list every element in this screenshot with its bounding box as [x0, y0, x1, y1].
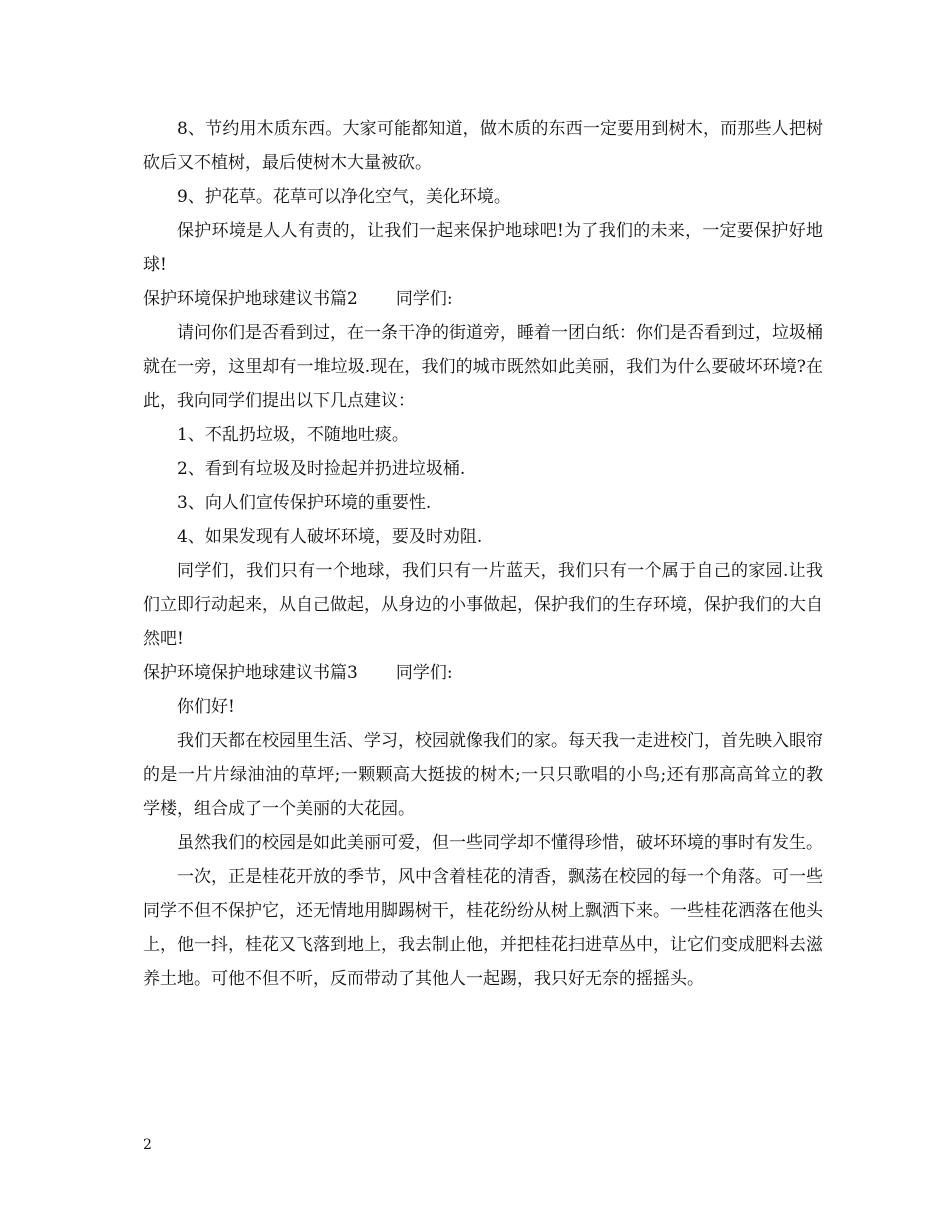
greeting: 你们好!: [177, 697, 235, 717]
paragraph: 同学们，我们只有一个地球，我们只有一片蓝天，我们只有一个属于自己的家园.让我们立即行动起来，从自己做起，从身边的小事做起，保护我们的生存环境，保护我们的大自然吧!: [143, 561, 823, 649]
page-content: [143, 112, 823, 996]
paragraph: 8、节约用木质东西。大家可能都知道，做木质的东西一定要用到树木，而那些人把树砍后又不植树，最后使树木大量被砍。: [143, 119, 823, 173]
list-item: 1、不乱扔垃圾，不随地吐痰。: [177, 425, 409, 445]
section-heading: [143, 656, 823, 690]
section-heading: [143, 282, 823, 316]
paragraph: 9、护花草。花草可以净化空气，美化环境。: [177, 187, 511, 207]
paragraph: 一次，正是桂花开放的季节，风中含着桂花的清香，飘荡在校园的每一个角落。可一些同学不但不保护它，还无情地用脚踢树干，桂花纷纷从树上飘洒下来。一些桂花洒落在他头上，他一抖，桂花又飞落到地上，我去制止他，并把桂花扫进草丛中，让它们变成肥料去滋养土地。可他不但不听，反而带动了其他人一起踢，我只好无奈的摇摇头。: [143, 867, 823, 989]
list-item: 4、如果发现有人破坏环境，要及时劝阻.: [177, 527, 483, 547]
paragraph: 保护环境是人人有责的，让我们一起来保护地球吧!为了我们的未来，一定要保护好地球!: [143, 221, 823, 275]
salutation: 同学们:: [395, 289, 453, 309]
list-item: 2、看到有垃圾及时捡起并扔进垃圾桶.: [177, 459, 466, 479]
list-item: 3、向人们宣传保护环境的重要性.: [177, 493, 432, 513]
paragraph: 我们天都在校园里生活、学习，校园就像我们的家。每天我一走进校门，首先映入眼帘的是一片片绿油油的草坪;一颗颗高大挺拔的树木;一只只歌唱的小鸟;还有那高高耸立的教学楼，组合成了一个美丽的大花园。: [143, 731, 823, 819]
paragraph: 请问你们是否看到过，在一条干净的街道旁，睡着一团白纸：你们是否看到过，垃圾桶就在一旁，这里却有一堆垃圾.现在，我们的城市既然如此美丽，我们为什么要破坏环境?在此，我向同学们提出以下几点建议：: [143, 323, 823, 411]
paragraph: 虽然我们的校园是如此美丽可爱，但一些同学却不懂得珍惜，破坏环境的事时有发生。: [177, 833, 823, 853]
section-title: 保护环境保护地球建议书篇3: [143, 663, 358, 683]
salutation: 同学们:: [395, 663, 453, 683]
page-number: 2: [143, 1137, 152, 1153]
section-title: 保护环境保护地球建议书篇2: [143, 289, 358, 309]
